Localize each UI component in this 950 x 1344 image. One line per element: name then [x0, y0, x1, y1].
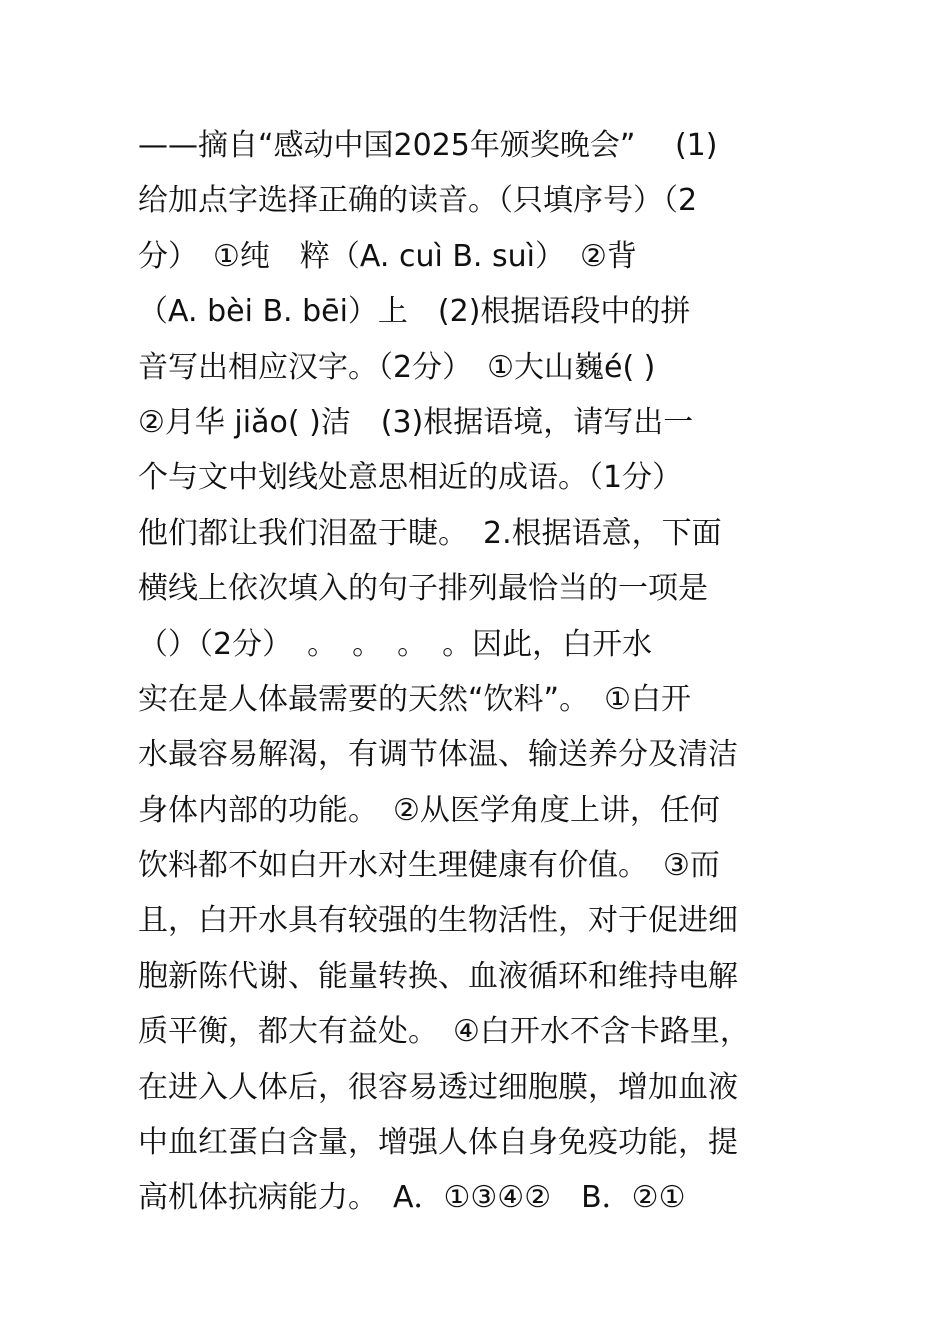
text-line-16: 胞新陈代谢、能量转换、血液循环和维持电解 [138, 958, 738, 994]
text-line-17: 质平衡，都大有益处。 ④白开水不含卡路里， [138, 1014, 750, 1050]
text-line-2: 给加点字选择正确的读音。（只填序号）（2 [138, 183, 698, 219]
text-line-20: 高机体抗病能力。 A．①③④② B．②① [138, 1180, 686, 1216]
text-line-6: ②月华 jiǎo( )洁 (3)根据语境，请写出一 [138, 404, 694, 440]
text-line-14: 饮料都不如白开水对生理健康有价值。 ③而 [138, 848, 720, 884]
text-line-13: 身体内部的功能。 ②从医学角度上讲，任何 [138, 792, 720, 828]
text-line-1: ——摘自“感动中国2025年颁奖晚会” (1) [138, 128, 718, 163]
text-line-10: （）（2分） 。 。 。 。因此，白开水 [138, 626, 653, 662]
text-line-4: （A. bèi B. bēi）上 (2)根据语段中的拼 [138, 294, 691, 330]
text-line-7: 个与文中划线处意思相近的成语。（1分） [138, 460, 683, 496]
text-line-11: 实在是人体最需要的天然“饮料”。 ①白开 [138, 681, 691, 717]
text-line-12: 水最容易解渴，有调节体温、输送养分及清洁 [138, 737, 738, 773]
text-line-8: 他们都让我们泪盈于睫。 2.根据语意，下面 [138, 515, 722, 551]
question-text-body [138, 118, 828, 1226]
text-line-5: 音写出相应汉字。（2分） ①大山巍é( ) [138, 349, 656, 385]
text-line-15: 且，白开水具有较强的生物活性，对于促进细 [138, 903, 738, 939]
text-line-19: 中血红蛋白含量，增强人体自身免疫功能，提 [138, 1125, 738, 1161]
text-line-3: 分） ①纯 粹（A. cuì B. suì） ②背 [138, 238, 637, 274]
text-line-9: 横线上依次填入的句子排列最恰当的一项是 [138, 571, 708, 607]
text-line-18: 在进入人体后，很容易透过细胞膜，增加血液 [138, 1069, 738, 1105]
